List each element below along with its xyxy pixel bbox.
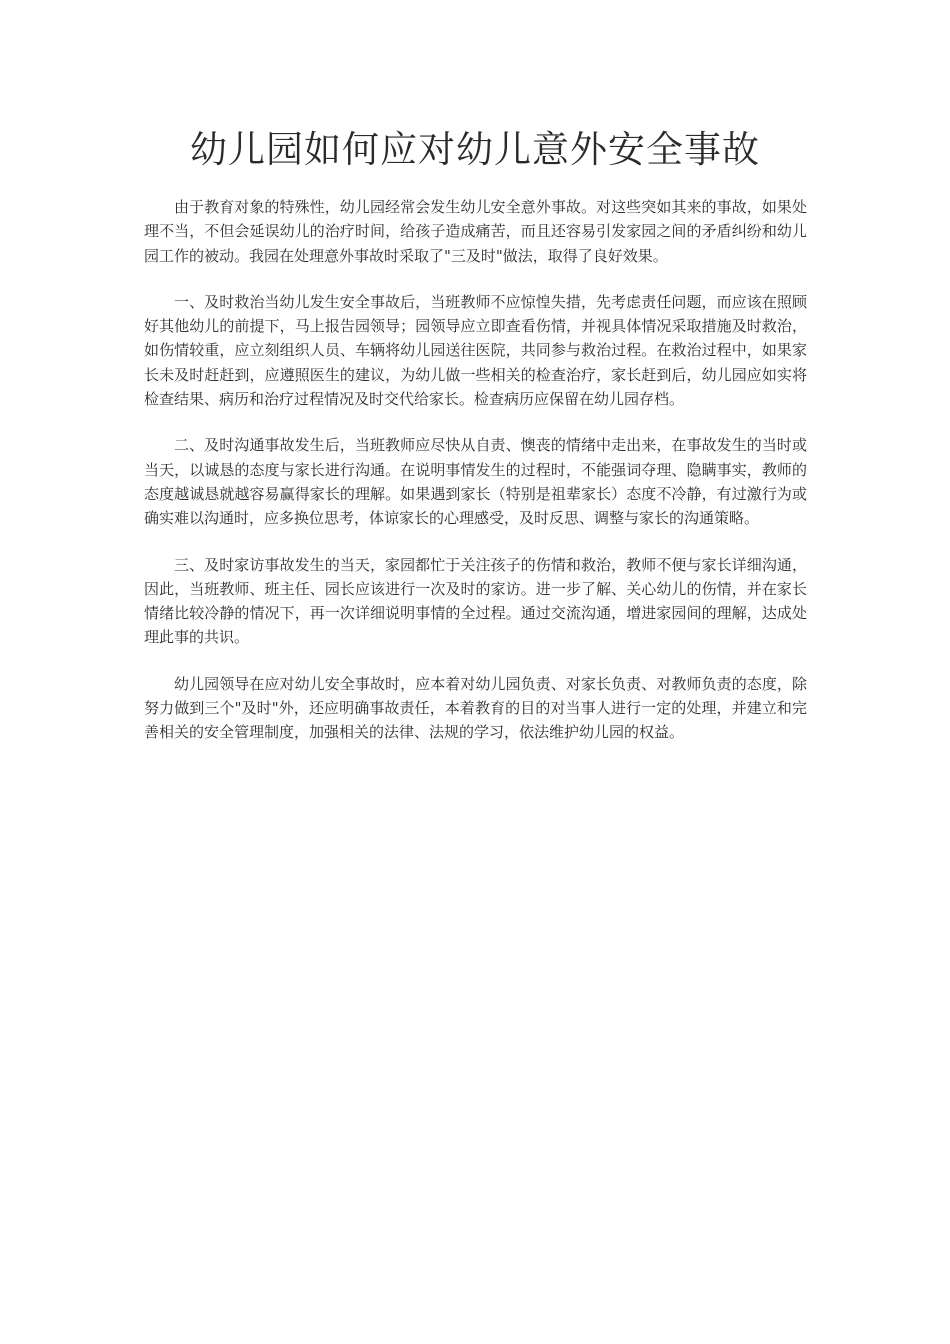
document-body <box>144 195 807 767</box>
paragraph-timely-treatment: 一、及时救治当幼儿发生安全事故后，当班教师不应惊惶失措，先考虑责任问题，而应该在照顾好其他幼儿的前提下，马上报告园领导；园领导应立即查看伤情，并视具体情况采取措施及时救治，如伤情较重，应立刻组织人员、车辆将幼儿园送往医院，共同参与救治过程。在救治过程中，如果家长未及时赶赶到，应遵照医生的建议，为幼儿做一些相关的检查治疗，家长赶到后，幼儿园应如实将检查结果、病历和治疗过程情况及时交代给家长。检查病历应保留在幼儿园存档。 <box>144 292 807 409</box>
paragraph-conclusion: 幼儿园领导在应对幼儿安全事故时，应本着对幼儿园负责、对家长负责、对教师负责的态度，除努力做到三个"及时"外，还应明确事故责任，本着教育的目的对当事人进行一定的处理，并建立和完善相关的安全管理制度，加强相关的法律、法规的学习，依法维护幼儿园的权益。 <box>144 674 807 742</box>
paragraph-intro: 由于教育对象的特殊性，幼儿园经常会发生幼儿安全意外事故。对这些突如其来的事故，如果处理不当，不但会延误幼儿的治疗时间，给孩子造成痛苦，而且还容易引发家园之间的矛盾纠纷和幼儿园工作的被动。我园在处理意外事故时采取了"三及时"做法，取得了良好效果。 <box>144 198 807 265</box>
document-title: 幼儿园如何应对幼儿意外安全事故 <box>190 128 760 171</box>
paragraph-timely-home-visit: 三、及时家访事故发生的当天，家园都忙于关注孩子的伤情和救治，教师不便与家长详细沟通，因此，当班教师、班主任、园长应该进行一次及时的家访。进一步了解、关心幼儿的伤情，并在家长情绪比较冷静的情况下，再一次详细说明事情的全过程。通过交流沟通，增进家园间的理解，达成处理此事的共识。 <box>144 555 807 647</box>
paragraph-timely-communication: 二、及时沟通事故发生后，当班教师应尽快从自责、懊丧的情绪中走出来，在事故发生的当时或当天，以诚恳的态度与家长进行沟通。在说明事情发生的过程时，不能强词夺理、隐瞒事实，教师的态度越诚恳就越容易赢得家长的理解。如果遇到家长（特别是祖辈家长）态度不冷静，有过激行为或确实难以沟通时，应多换位思考，体谅家长的心理感受，及时反思、调整与家长的沟通策略。 <box>144 436 807 528</box>
